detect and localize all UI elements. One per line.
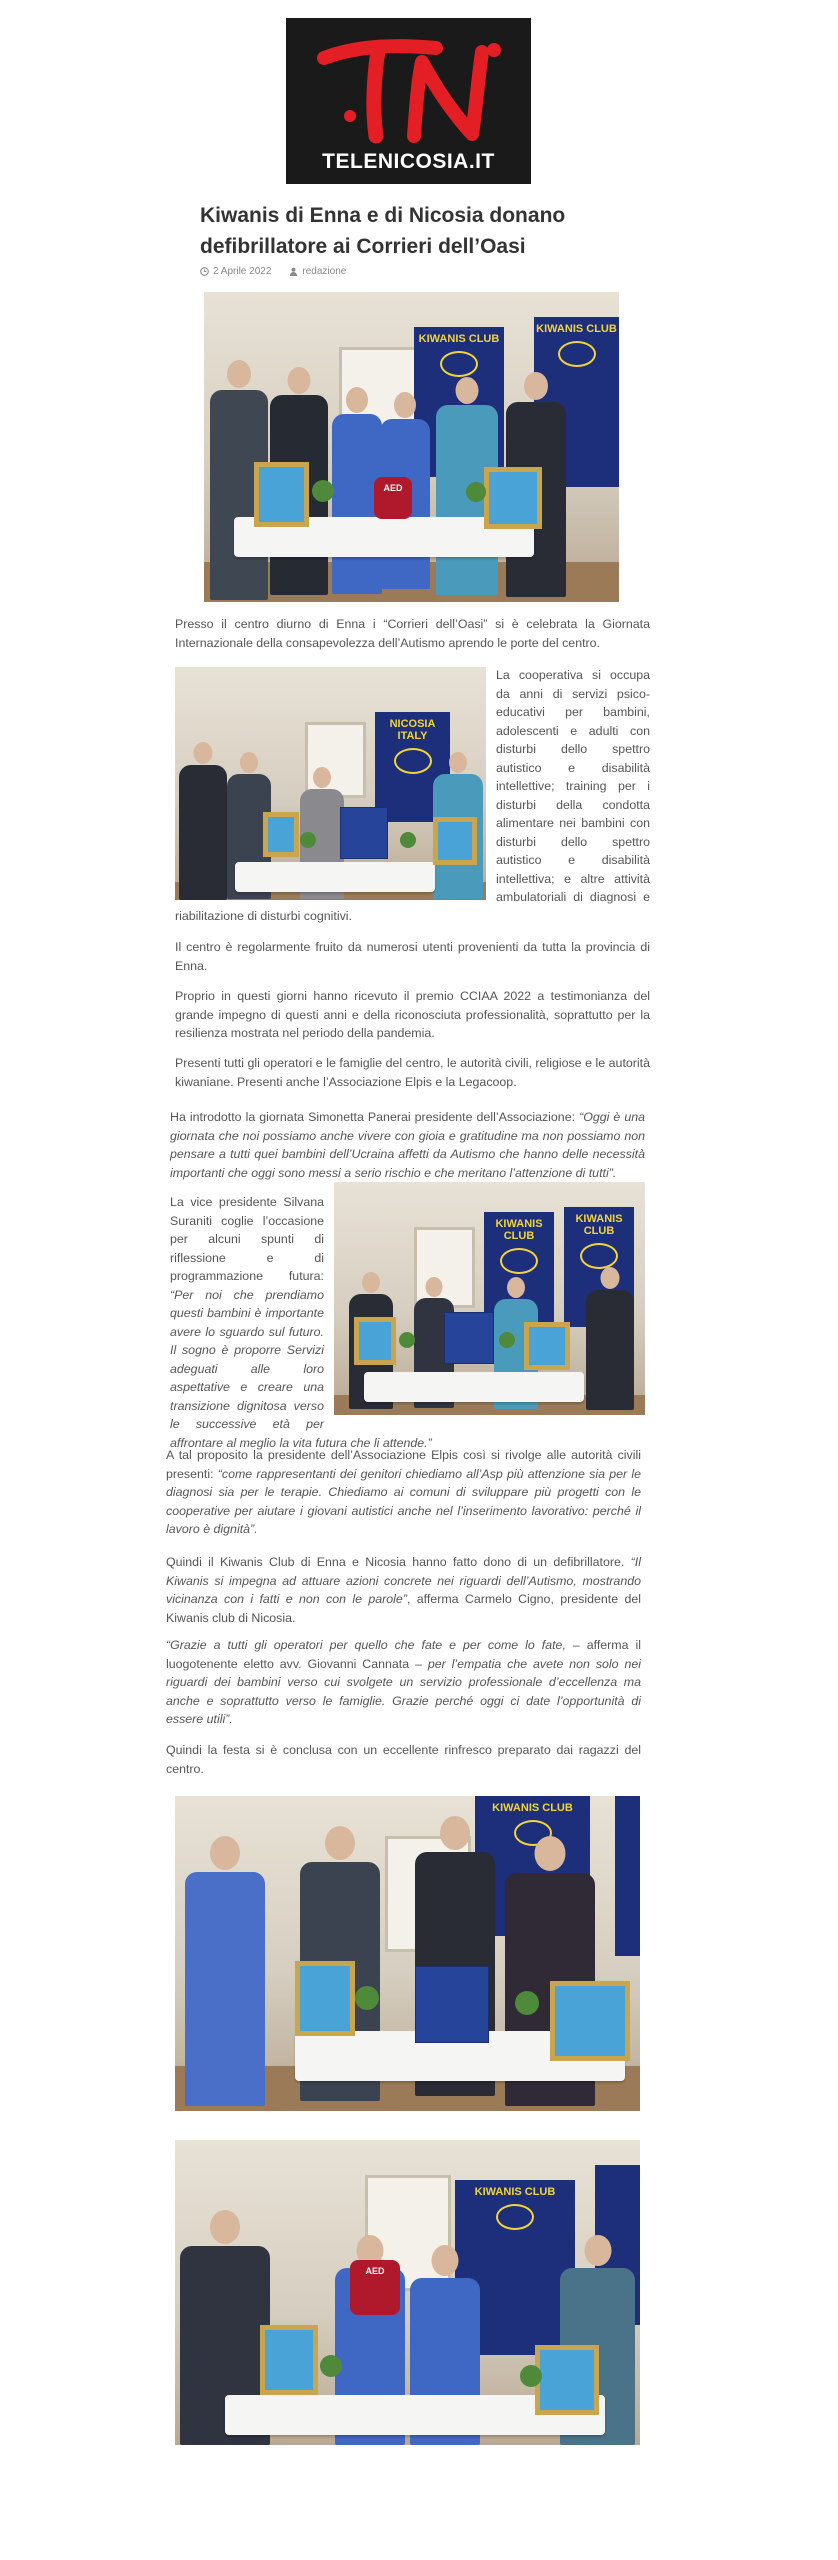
- paragraph-11: Quindi la festa si è conclusa con un eccellente rinfresco preparato dai ragazzi del centro.: [166, 1743, 641, 1776]
- article-photo-3: KIWANIS CLUB KIWANIS CLUB: [334, 1182, 645, 1415]
- article-photo-4: KIWANIS CLUB: [175, 1796, 640, 2111]
- photo-2-float-spacer: [175, 666, 496, 899]
- paragraph-3: Il centro è regolarmente fruito da numerosi utenti provenienti da tutta la provincia di Enna.: [175, 940, 650, 973]
- paragraph-9: Quindi il Kiwanis Club di Enna e Nicosia hanno fatto dono di un defibrillatore. “Il Kiwanis si impegna ad attuare azioni concrete nei riguardi dell’Autismo, mostrando vicinanza con i fatti e non con le parole”, afferma Carmelo Cigno, presidente del Kiwanis club di Nicosia.: [166, 1555, 641, 1625]
- article-author[interactable]: redazione: [302, 266, 347, 277]
- user-icon: [289, 267, 298, 276]
- logo-text: TELENICOSIA.IT: [322, 150, 495, 173]
- paragraph-5: Presenti tutti gli operatori e le famiglie del centro, le autorità civili, religiose e le autorità kiwaniane. Presenti anche l’Associazione Elpis e la Legacoop.: [175, 1056, 650, 1089]
- clock-icon: [200, 267, 209, 276]
- paragraph-2: La cooperativa si occupa da anni di servizi psico-educativi per bambini, adolescenti e adulti con disturbi dello spettro autistico e disabilità intellettive; training per i disturbi della condotta alimentare nei bambini con disturbi dello spettro autistico e disabilità intellettiva; e altre attività ambulatoriali di diagnosi e riabilitazione di disturbi cognitivi.: [175, 668, 650, 923]
- photo-3-float-spacer: [324, 1193, 645, 1420]
- article-photo-2: NICOSIA ITALY: [175, 667, 486, 900]
- article-date[interactable]: 2 Aprile 2022: [213, 266, 272, 277]
- paragraph-4: Proprio in questi giorni hanno ricevuto il premio CCIAA 2022 a testimonianza del grande impegno di questi anni e della riconosciuta professionalità, soprattutto per la resilienza mostrata nel periodo della pandemia.: [175, 989, 650, 1040]
- paragraph-6: Ha introdotto la giornata Simonetta Panerai presidente dell’Associazione: “Oggi è una giornata che noi possiamo anche vivere con gioia e gratitudine ma non possiamo non pensare a tutti quei bambini dell’Ucraina affetti da Autismo che hanno delle necessità importanti che oggi sono messi a serio rischio e che meritano l’attenzione di tutti”.: [170, 1110, 645, 1180]
- paragraph-10: “Grazie a tutti gli operatori per quello che fate e per come lo fate, – afferma il luogotenente eletto avv. Giovanni Cannata – per l’empatia che avete non solo nei riguardi dei bambini verso cui svolgete un servizio professionale d’eccellenza ma anche e soprattutto verso le famiglie. Grazie perché oggi ci date l’opportunità di essere utili”.: [166, 1638, 642, 1726]
- article-meta: [200, 266, 346, 277]
- article-photo-1: KIWANIS CLUB KIWANIS CLUB AED: [204, 292, 619, 602]
- paragraph-8: A tal proposito la presidente dell’Associazione Elpis così si rivolge alle autorità civili presenti: “come rappresentanti dei genitori chiediamo all’Asp più attenzione sia per le diagnosi sia per le terapie. Chiediamo ai comuni di sviluppare più progetti con le cooperative per aiutare i giovani autistici anche nel l’inserimento lavorativo: perché il lavoro è dignità”.: [166, 1448, 641, 1536]
- paragraph-1: Presso il centro diurno di Enna i “Corrieri dell’Oasi” si è celebrata la Giornata Internazionale della consapevolezza dell’Autismo aprendo le porte del centro.: [175, 617, 650, 650]
- article-title[interactable]: Kiwanis di Enna e di Nicosia donano defibrillatore ai Corrieri dell’Oasi: [200, 204, 566, 258]
- paragraph-7: La vice presidente Silvana Suraniti coglie l’occasione per alcuni spunti di riflessione e di programmazione futura: “Per noi che prendiamo questi bambini è importante avere lo sguardo sul futuro. Il sogno è proporre Servizi adeguati alle loro aspettative e creare una transizione dignitosa verso le successive età per affrontare al meglio la vita futura che li attende.”: [170, 1193, 645, 1452]
- site-logo[interactable]: [286, 18, 531, 184]
- article-photo-5: KIWANIS CLUB AED: [175, 2140, 640, 2445]
